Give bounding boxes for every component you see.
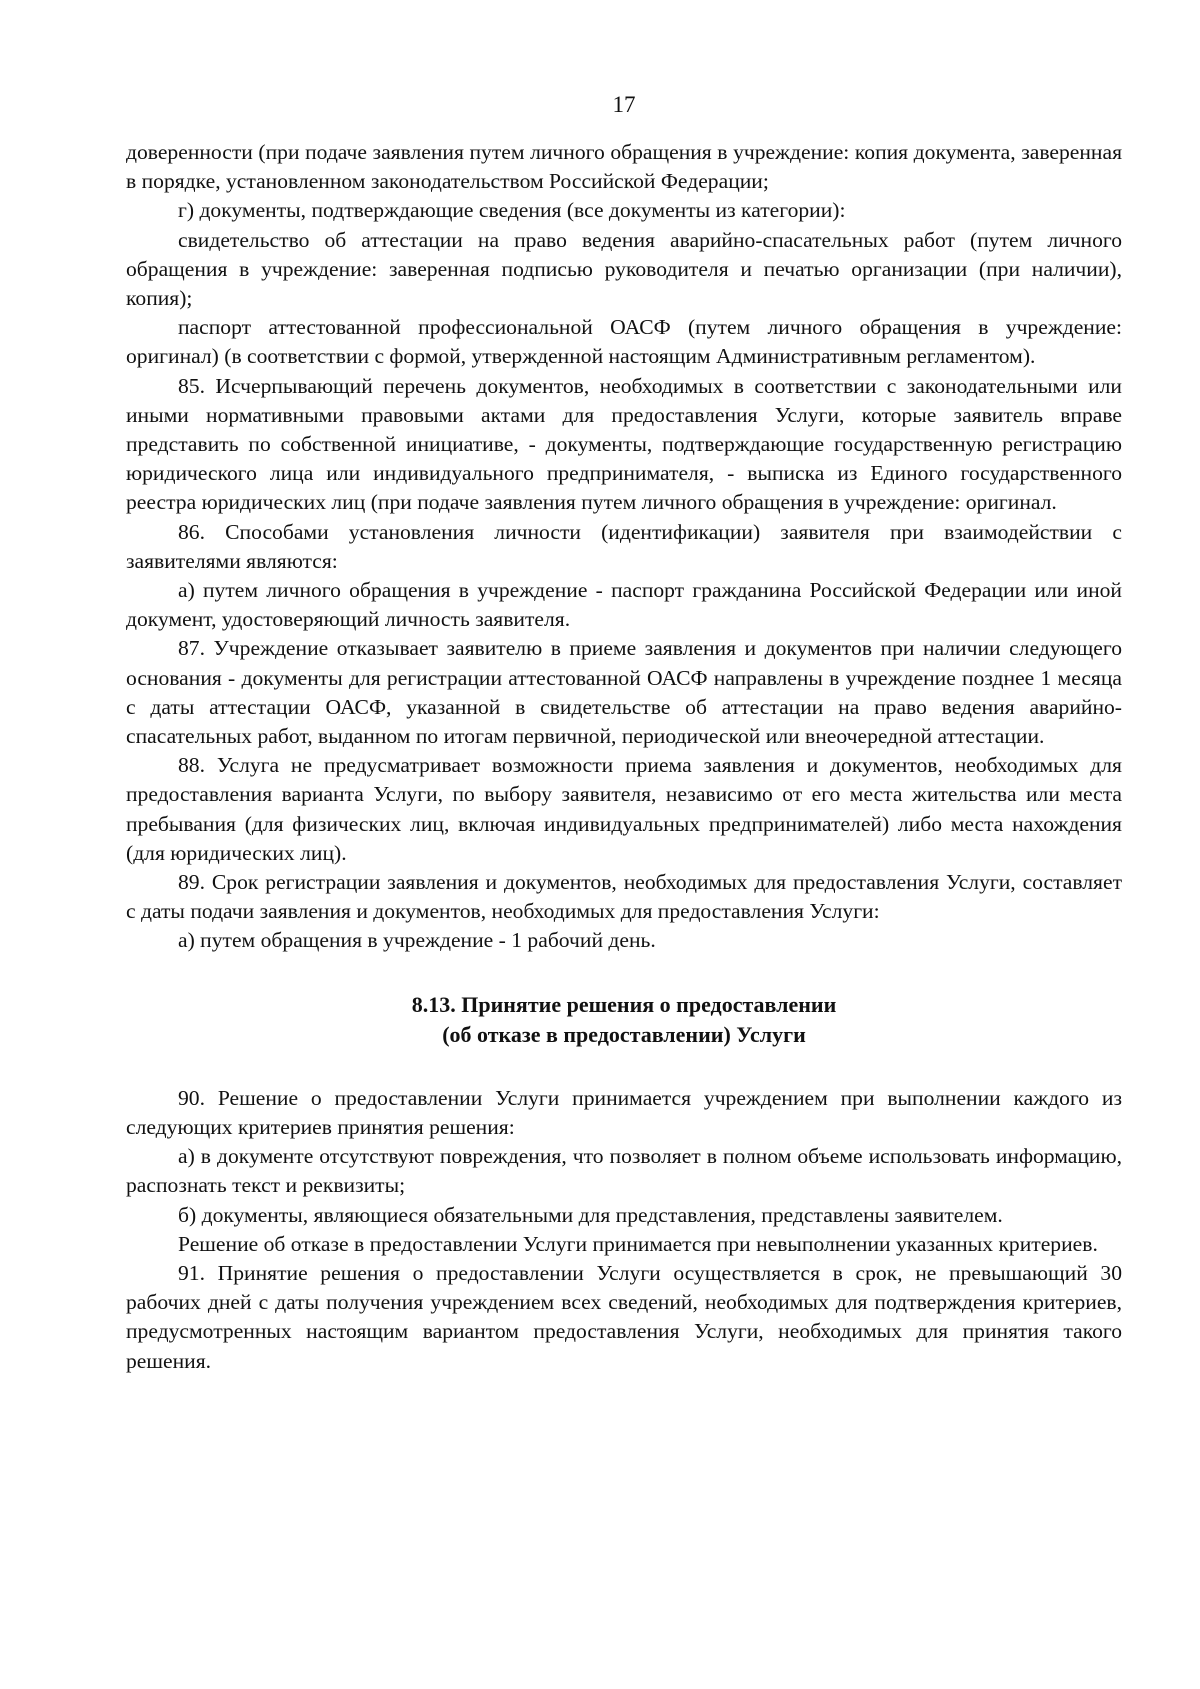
section-heading-line-1: 8.13. Принятие решения о предоставлении (411, 991, 837, 1017)
paragraph-85: 85. Исчерпывающий перечень документов, необходимых в соответствии с законодательными или иными нормативными правовыми актами для предоставления Услуги, которые заявитель вправе представить по собственной инициативе, - документы, подтверждающие государственную регистрацию юридического лица или индивидуального предпринимателя, - выписка из Единого государственного реестра юридических лиц (при подаче заявления путем личного обращения в учреждение: оригинал. (126, 373, 1122, 515)
page-number: 17 (612, 92, 636, 117)
paragraph-90-b: б) документы, являющиеся обязательными для представления, представлены заявителем. (178, 1202, 1003, 1227)
paragraph-88: 88. Услуга не предусматривает возможности приема заявления и документов, необходимых для предоставления варианта Услуги, по выбору заявителя, независимо от его места жительства или места пребывания (для физических лиц, включая индивидуальных предпринимателей) либо места нахождения (для юридических лиц). (126, 753, 1122, 865)
paragraph-90-a: а) в документе отсутствуют повреждения, что позволяет в полном объеме использовать информацию, распознать текст и реквизиты; (126, 1144, 1122, 1198)
section-heading-line-2: (об отказе в предоставлении) Услуги (442, 1021, 806, 1047)
paragraph-passport: паспорт аттестованной профессиональной ОАСФ (путем личного обращения в учреждение: оригинал) (в соответствии с формой, утвержденной настоящим Административным регламентом). (126, 315, 1122, 369)
paragraph-91: 91. Принятие решения о предоставлении Услуги осуществляется в срок, не превышающий 30 рабочих дней с даты получения учреждением всех сведений, необходимых для подтверждения критериев, предусмотренных настоящим вариантом предоставления Услуги, необходимых для принятия такого решения. (126, 1260, 1122, 1373)
paragraph-86-a: а) путем личного обращения в учреждение - паспорт гражданина Российской Федерации или иной документ, удостоверяющий личность заявителя. (126, 578, 1122, 632)
paragraph-89: 89. Срок регистрации заявления и документов, необходимых для предоставления Услуги, составляет с даты подачи заявления и документов, необходимых для предоставления Услуги: (126, 870, 1122, 924)
paragraph-refusal: Решение об отказе в предоставлении Услуги принимается при невыполнении указанных критериев. (178, 1231, 1098, 1256)
paragraph-90: 90. Решение о предоставлении Услуги принимается учреждением при выполнении каждого из следующих критериев принятия решения: (126, 1085, 1122, 1139)
document-body (126, 138, 1122, 1376)
paragraph-continuation: доверенности (при подаче заявления путем личного обращения в учреждение: копия документа, заверенная в порядке, установленном законодательством Российской Федерации; (126, 140, 1122, 194)
paragraph-89-a: а) путем обращения в учреждение - 1 рабочий день. (178, 928, 656, 953)
section-heading (126, 990, 1122, 1050)
paragraph-item-g: г) документы, подтверждающие сведения (все документы из категории): (178, 198, 846, 223)
paragraph-certificate: свидетельство об аттестации на право ведения аварийно-спасательных работ (путем личного обращения в учреждение: заверенная подписью руководителя и печатью организации (при наличии), копия); (126, 227, 1122, 311)
paragraph-87: 87. Учреждение отказывает заявителю в приеме заявления и документов при наличии следующего основания - документы для регистрации аттестованной ОАСФ направлены в учреждение позднее 1 месяца с даты аттестации ОАСФ, указанной в свидетельстве об аттестации на право ведения аварийно-спасательных работ, выданном по итогам первичной, периодической или внеочередной аттестации. (126, 636, 1122, 749)
paragraph-86: 86. Способами установления личности (идентификации) заявителя при взаимодействии с заявителями являются: (126, 519, 1122, 573)
